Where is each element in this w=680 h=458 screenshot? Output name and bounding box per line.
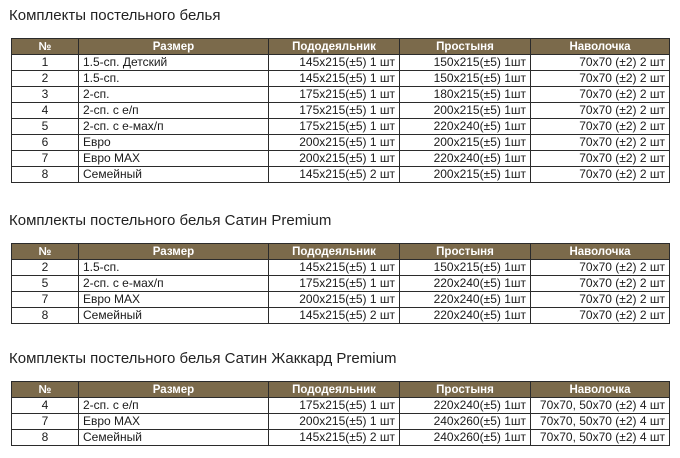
cell-size: 1.5-сп. [79, 71, 269, 87]
cell-size: 2-сп. с е-мах/п [79, 119, 269, 135]
table-row [12, 167, 670, 183]
cell-pillowcase: 70x70 (±2) 2 шт [531, 55, 670, 71]
cell-size: 2-сп. [79, 87, 269, 103]
cell-duvet-cover: 145x215(±5) 1 шт [269, 260, 400, 276]
table-row [12, 260, 670, 276]
cell-duvet-cover: 200x215(±5) 1 шт [269, 151, 400, 167]
cell-sheet: 220x240(±5) 1шт [400, 292, 531, 308]
cell-number: 5 [12, 276, 79, 292]
cell-sheet: 220x240(±5) 1шт [400, 151, 531, 167]
section-title: Комплекты постельного белья Сатин Premium [9, 212, 332, 229]
cell-pillowcase: 70x70 (±2) 2 шт [531, 103, 670, 119]
header-pillowcase: Наволочка [531, 244, 670, 260]
cell-duvet-cover: 175x215(±5) 1 шт [269, 87, 400, 103]
size-table [11, 38, 670, 183]
cell-size: Евро МАХ [79, 151, 269, 167]
size-table [11, 381, 670, 446]
cell-number: 7 [12, 292, 79, 308]
cell-sheet: 200x215(±5) 1шт [400, 167, 531, 183]
header-pillowcase: Наволочка [531, 39, 670, 55]
cell-duvet-cover: 200x215(±5) 1 шт [269, 135, 400, 151]
cell-size: 1.5-сп. Детский [79, 55, 269, 71]
cell-size: Евро МАХ [79, 414, 269, 430]
section-title: Комплекты постельного белья [9, 7, 221, 24]
cell-size: Семейный [79, 430, 269, 446]
cell-size: Евро МАХ [79, 292, 269, 308]
header-number: № [12, 244, 79, 260]
header-duvet-cover: Пододеяльник [269, 39, 400, 55]
cell-pillowcase: 70x70 (±2) 2 шт [531, 71, 670, 87]
cell-sheet: 220x240(±5) 1шт [400, 308, 531, 324]
header-size: Размер [79, 39, 269, 55]
cell-duvet-cover: 145x215(±5) 1 шт [269, 71, 400, 87]
cell-pillowcase: 70x70 (±2) 2 шт [531, 308, 670, 324]
cell-size: 2-сп. с е/п [79, 398, 269, 414]
cell-duvet-cover: 200x215(±5) 1 шт [269, 292, 400, 308]
cell-sheet: 150x215(±5) 1шт [400, 71, 531, 87]
cell-number: 3 [12, 87, 79, 103]
table-row [12, 55, 670, 71]
table-row [12, 151, 670, 167]
cell-duvet-cover: 175x215(±5) 1 шт [269, 398, 400, 414]
header-duvet-cover: Пододеяльник [269, 382, 400, 398]
cell-number: 1 [12, 55, 79, 71]
cell-sheet: 240x260(±5) 1шт [400, 414, 531, 430]
header-number: № [12, 382, 79, 398]
cell-size: 1.5-сп. [79, 260, 269, 276]
cell-duvet-cover: 175x215(±5) 1 шт [269, 119, 400, 135]
cell-pillowcase: 70x70, 50x70 (±2) 4 шт [531, 398, 670, 414]
table-row [12, 119, 670, 135]
cell-pillowcase: 70x70 (±2) 2 шт [531, 260, 670, 276]
cell-sheet: 200x215(±5) 1шт [400, 135, 531, 151]
cell-number: 5 [12, 119, 79, 135]
cell-size: 2-сп. с е/п [79, 103, 269, 119]
cell-sheet: 200x215(±5) 1шт [400, 103, 531, 119]
size-table [11, 243, 670, 324]
cell-duvet-cover: 145x215(±5) 2 шт [269, 308, 400, 324]
header-sheet: Простыня [400, 244, 531, 260]
cell-sheet: 240x260(±5) 1шт [400, 430, 531, 446]
cell-number: 4 [12, 103, 79, 119]
cell-pillowcase: 70x70 (±2) 2 шт [531, 167, 670, 183]
cell-duvet-cover: 200x215(±5) 1 шт [269, 414, 400, 430]
cell-pillowcase: 70x70 (±2) 2 шт [531, 292, 670, 308]
header-sheet: Простыня [400, 39, 531, 55]
cell-number: 4 [12, 398, 79, 414]
cell-size: Евро [79, 135, 269, 151]
table-row [12, 398, 670, 414]
table-row [12, 414, 670, 430]
cell-duvet-cover: 175x215(±5) 1 шт [269, 103, 400, 119]
cell-duvet-cover: 145x215(±5) 2 шт [269, 167, 400, 183]
cell-duvet-cover: 175x215(±5) 1 шт [269, 276, 400, 292]
cell-sheet: 150x215(±5) 1шт [400, 260, 531, 276]
header-number: № [12, 39, 79, 55]
header-size: Размер [79, 244, 269, 260]
table-row [12, 276, 670, 292]
cell-pillowcase: 70x70 (±2) 2 шт [531, 276, 670, 292]
table-row [12, 135, 670, 151]
header-pillowcase: Наволочка [531, 382, 670, 398]
table-row [12, 308, 670, 324]
cell-pillowcase: 70x70, 50x70 (±2) 4 шт [531, 414, 670, 430]
table-row [12, 430, 670, 446]
cell-number: 6 [12, 135, 79, 151]
table-row [12, 292, 670, 308]
header-size: Размер [79, 382, 269, 398]
section-title: Комплекты постельного белья Сатин Жаккард Premium [9, 350, 397, 367]
cell-duvet-cover: 145x215(±5) 2 шт [269, 430, 400, 446]
cell-sheet: 150x215(±5) 1шт [400, 55, 531, 71]
cell-sheet: 220x240(±5) 1шт [400, 119, 531, 135]
cell-size: Семейный [79, 308, 269, 324]
cell-pillowcase: 70x70 (±2) 2 шт [531, 135, 670, 151]
cell-pillowcase: 70x70 (±2) 2 шт [531, 87, 670, 103]
cell-sheet: 180x215(±5) 1шт [400, 87, 531, 103]
cell-number: 2 [12, 260, 79, 276]
table-header-row [12, 244, 670, 260]
table-row [12, 71, 670, 87]
table-row [12, 103, 670, 119]
cell-number: 8 [12, 430, 79, 446]
cell-pillowcase: 70x70 (±2) 2 шт [531, 119, 670, 135]
cell-number: 2 [12, 71, 79, 87]
header-duvet-cover: Пододеяльник [269, 244, 400, 260]
table-row [12, 87, 670, 103]
cell-pillowcase: 70x70 (±2) 2 шт [531, 151, 670, 167]
cell-number: 8 [12, 308, 79, 324]
cell-size: 2-сп. с е-мах/п [79, 276, 269, 292]
cell-pillowcase: 70x70, 50x70 (±2) 4 шт [531, 430, 670, 446]
cell-number: 7 [12, 151, 79, 167]
header-sheet: Простыня [400, 382, 531, 398]
cell-duvet-cover: 145x215(±5) 1 шт [269, 55, 400, 71]
cell-sheet: 220x240(±5) 1шт [400, 276, 531, 292]
cell-sheet: 220x240(±5) 1шт [400, 398, 531, 414]
cell-size: Семейный [79, 167, 269, 183]
cell-number: 8 [12, 167, 79, 183]
table-header-row [12, 39, 670, 55]
cell-number: 7 [12, 414, 79, 430]
table-header-row [12, 382, 670, 398]
